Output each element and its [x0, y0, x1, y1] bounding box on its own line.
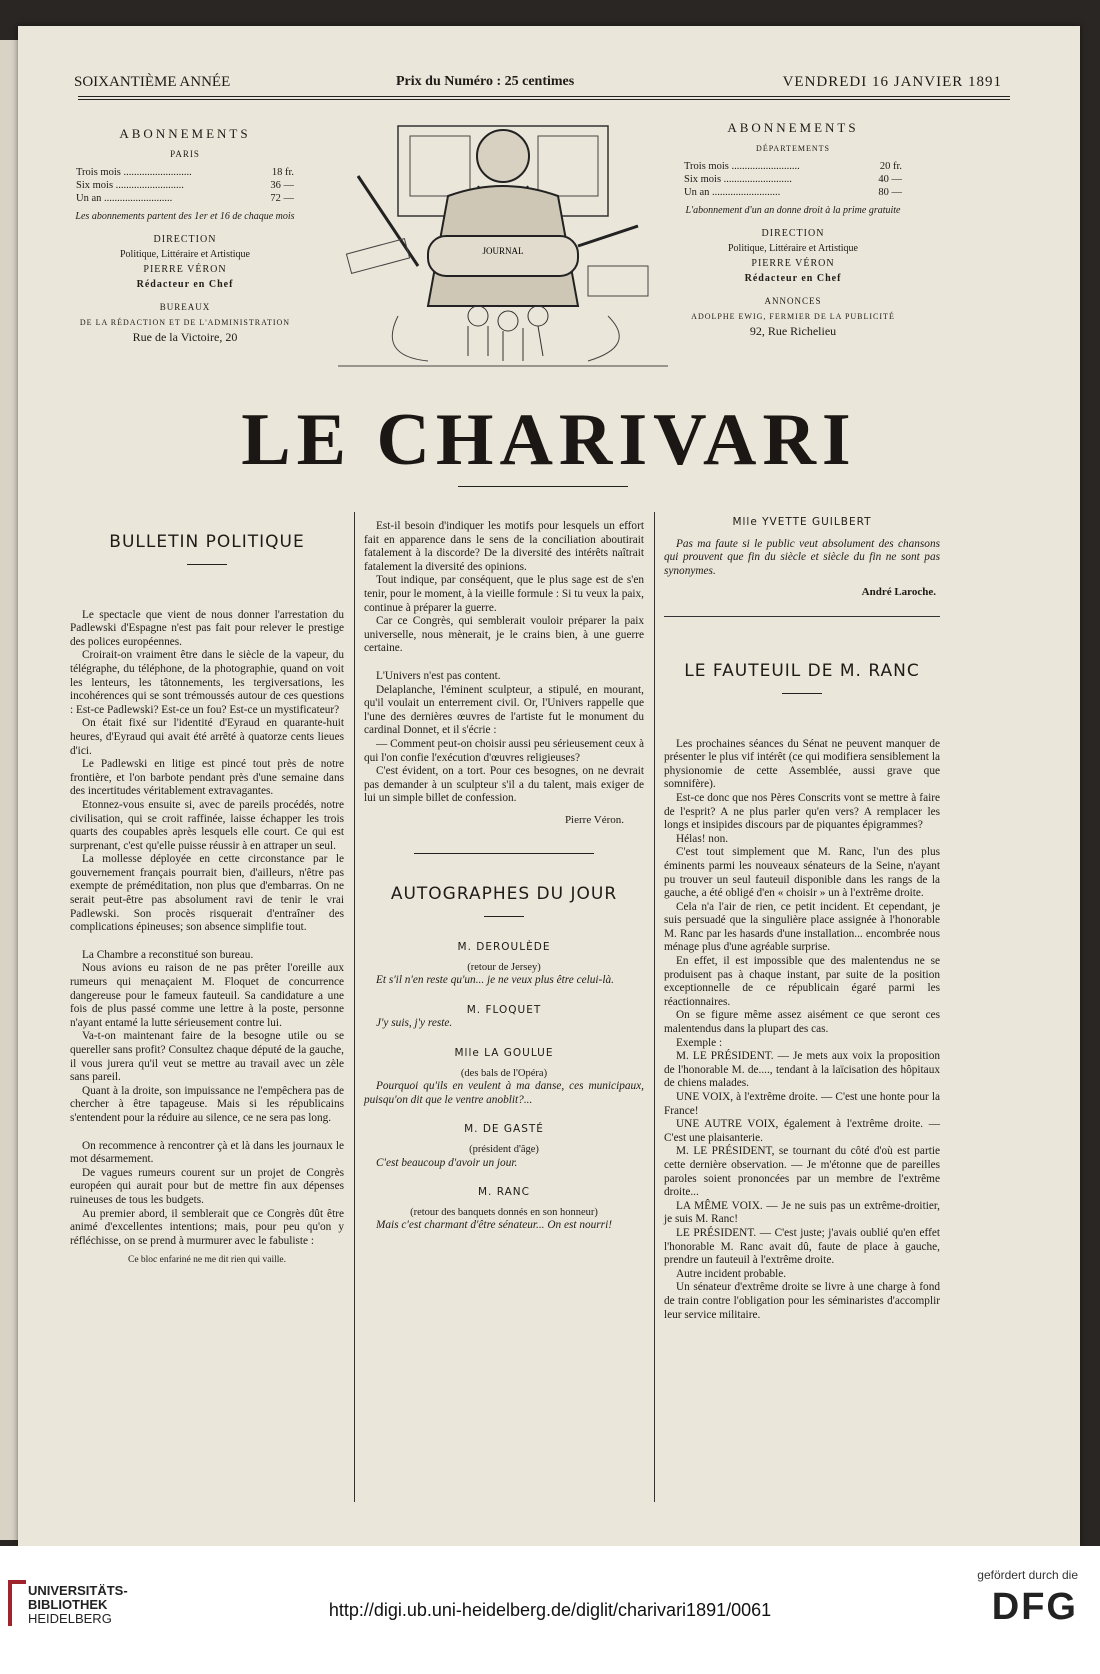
left-subscription-box	[70, 126, 300, 345]
dfg-logo: DFG	[991, 1586, 1078, 1628]
bulletin-p13: Au premier abord, il semblerait que ce Congrès dût être animé d'excellentes intentions; mais, pour peu qu'on y réfléchisse, on se prend à murmurer avec le fabuliste :	[70, 1207, 344, 1247]
header-rule	[78, 96, 1010, 97]
auto3-name: Mlle LA GOULUE	[454, 1047, 554, 1060]
column-right	[664, 516, 940, 1322]
right-dir-line: Politique, Littéraire et Artistique	[728, 243, 858, 254]
bulletin-p9: Va-t-on maintenant faire de la besogne utile ou se quereller sans profit? Consultez chaque député de la gauche, il vous jurera qu'il veut se mettre au travail avec un zèle sans pareil.	[70, 1030, 344, 1084]
price-term: Six mois ..........................	[76, 180, 184, 191]
price-value: 20 fr.	[879, 161, 902, 172]
bulletin-p1: Le spectacle que vient de nous donner l'arrestation du Padlewski d'Espagne n'est pas fait pour relever le prestige des polices européennes.	[70, 608, 344, 648]
fauteuil-p5: Cela n'a l'air de rien, ce petit incident. Et cependant, je suis persuadé que la singulière place assignée à l'honorable M. Ranc par les hasards d'une installation... encombrée nous ménage plus d'une agréable surprise.	[664, 900, 940, 954]
price-label: Prix du Numéro : 25 centimes	[396, 74, 575, 89]
bulletin-p10: Quant à la droite, son impuissance ne l'empêchera pas de chercher à être tapageuse. Mais si les républicains s'entendent pour la réduire au silence, ce ne sera pas long.	[70, 1084, 344, 1124]
bulletin-p6: La mollesse déployée en cette circonstance par le gouvernement français pourrait bien, d'ailleurs, n'être pas exempte de préméditation, non plus que d'embarras. On ne serait peut-être pas absolument ravi de tenir le vrai Padlewski. Son procès risquerait d'entraîner des complications épineuses; son absence simplifie tout.	[70, 853, 344, 934]
auto2-name: M. FLOQUET	[466, 1003, 542, 1016]
right-annonces: ANNONCES	[764, 296, 822, 306]
guilbert-name: Mlle YVETTE GUILBERT	[732, 516, 872, 528]
guilbert-signature: André Laroche.	[861, 586, 936, 599]
price-term: Un an ..........................	[684, 187, 781, 198]
bulletin-p11: On recommence à rencontrer çà et là dans les journaux le mot désarmement.	[70, 1139, 344, 1166]
masthead-title: LE CHARIVARI	[241, 399, 857, 481]
price-value: 36 —	[270, 180, 294, 191]
middle-p2: Tout indique, par conséquent, que le plus sage est de s'en tenir, pour le moment, à la vieille formule : Si tu veux la paix, continue à préparer la guerre.	[364, 574, 644, 614]
left-bureaux-line: DE LA RÉDACTION ET DE L'ADMINISTRATION	[79, 318, 291, 327]
library-line-3: HEIDELBERG	[28, 1611, 112, 1626]
auto3-quote: Pourquoi qu'ils en veulent à ma danse, ces municipaux, puisqu'on dit que le ventre anoblit?...	[364, 1080, 644, 1106]
right-box-note: L'abonnement d'un an donne droit à la prime gratuite	[685, 205, 901, 216]
bulletin-title: BULLETIN POLITIQUE	[109, 532, 305, 552]
fauteuil-p7: On se figure même assez aisément ce que seront ces malentendus dans la plupart des cas.	[664, 1009, 940, 1036]
right-address: 92, Rue Richelieu	[749, 324, 837, 338]
left-director: PIERRE VÉRON	[143, 264, 227, 275]
right-role: Rédacteur en Chef	[744, 273, 842, 284]
fauteuil-p4: C'est tout simplement que M. Ranc, l'un des plus éminents parmi les nouveaux sénateurs de la Seine, n'ayant pu trouver un seul fauteuil disponible dans les rangs de la gauche, a été obligé d'en « choisir » un à l'extrême droite.	[664, 846, 940, 900]
left-box-note: Les abonnements partent des 1er et 16 de chaque mois	[75, 211, 295, 222]
right-annonces-line: ADOLPHE EWIG, FERMIER DE LA PUBLICITÉ	[691, 312, 895, 321]
masthead-ornament	[458, 486, 628, 487]
vignette-illustration	[338, 116, 668, 376]
fauteuil-p2: Est-ce donc que nos Pères Conscrits vont se mettre à faire de l'esprit? A ne plus parler qu'en vers? A remplacer les longs et insipides discours par de piquantes épigrammes?	[664, 791, 940, 832]
auto1-quote: Et s'il n'en reste qu'un... je ne veux plus être celui-là.	[376, 974, 614, 987]
year-label: SOIXANTIÈME ANNÉE	[74, 74, 231, 90]
fauteuil-p9: M. LE PRÉSIDENT. — Je mets aux voix la proposition de l'honorable M. de...., tendant à la laïcisation des hôpitaux de chiens malades.	[664, 1050, 940, 1090]
column-rule-2	[654, 512, 655, 1502]
funded-by-label: gefördert durch die	[977, 1568, 1078, 1582]
left-price-table	[76, 166, 294, 205]
guilbert-quote: Pas ma faute si le public veut absolument des chansons qui prouvent que fin du siècle et siècle du fin ne sont pas synonymes.	[664, 537, 940, 577]
left-dir-line: Politique, Littéraire et Artistique	[120, 249, 250, 260]
newspaper-page	[18, 26, 1080, 1546]
middle-p7: C'est évident, on a tort. Pour ces besognes, on ne devrait pas demander à un sculpteur s'il a du talent, mais exiger de lui un simple billet de confession.	[364, 765, 644, 805]
price-row	[76, 166, 294, 179]
fauteuil-p6: En effet, il est impossible que des malentendus ne se produisent pas à chaque instant, par suite de la position exceptionnelle de ce républicain égaré parmi les réactionnaires.	[664, 955, 940, 1008]
right-box-title: ABONNEMENTS	[727, 120, 859, 135]
masthead-vignette	[338, 116, 668, 376]
fauteuil-p10: UNE VOIX, à l'extrême droite. — C'est une honte pour la France!	[664, 1091, 940, 1117]
price-row	[684, 186, 902, 199]
right-price-table	[684, 160, 902, 199]
auto4-sub: (président d'âge)	[469, 1144, 539, 1155]
bulletin-p8: Nous avions eu raison de ne pas prêter l'oreille aux rumeurs qui menaçaient M. Floquet de concurrence dangereuse pour le fameux fauteuil. Sa candidature a une fois de plus passé comme une lettre à la poste, personne n'ayant entamé la lutte sérieusement contre lui.	[70, 962, 344, 1029]
middle-p1: Est-il besoin d'indiquer les motifs pour lesquels un effort fait en apparence dans le sens de la conciliation aboutirait fatalement à la discorde? De la diversité des intérêts naîtrait fatalement la diversité des opinions.	[364, 520, 644, 573]
right-director: PIERRE VÉRON	[751, 258, 835, 269]
bulletin-p7: La Chambre a reconstitué son bureau.	[82, 948, 254, 961]
bulletin-p2: Croirait-on vraiment être dans le siècle de la vapeur, du télégraphe, du téléphone, de la photographie, quand on voit les lenteurs, les tâtonnements, les tergiversations, les incohérences qui se sont trémoussés autour de ces questions : Est-ce Padlewski? Est-ce un fou? Est-ce un mystificateur?	[70, 649, 344, 716]
auto3-sub: (des bals de l'Opéra)	[460, 1067, 548, 1079]
auto5-quote: Mais c'est charmant d'être sénateur... On est nourri!	[376, 1219, 612, 1232]
autographes-rule	[484, 916, 524, 917]
middle-p4: L'Univers n'est pas content.	[376, 669, 501, 682]
left-direction: DIRECTION	[153, 234, 217, 245]
middle-p5: Delaplanche, l'éminent sculpteur, a stipulé, en mourant, qu'il voulait un enterrement civil. Or, l'Univers rappelle que l'une des dernières œuvres de l'artiste fut le monument du cardinal Donnet, et il s'écrie :	[364, 683, 644, 737]
middle-ornament	[414, 853, 594, 854]
auto4-quote: C'est beaucoup d'avoir un jour.	[376, 1156, 518, 1169]
bulletin-p12: De vagues rumeurs courent sur un projet de Congrès européen qui aurait pour but de mettre fin aux dépenses ruineuses de tous les budgets.	[70, 1166, 344, 1206]
fauteuil-p12: M. LE PRÉSIDENT, se tournant du côté d'où est partie cette dernière observation. — Je m'étonne que de pareilles paroles soient prononcées par un membre de l'extrême droite...	[664, 1145, 940, 1199]
fauteuil-p16: Un sénateur d'extrême droite se livre à une charge à fond de train contre l'obligation pour les séminaristes d'accomplir leur service militaire.	[664, 1281, 940, 1321]
price-value: 18 fr.	[271, 167, 294, 178]
right-subscription-box	[678, 120, 908, 339]
auto4-name: M. DE GASTÉ	[464, 1123, 544, 1136]
middle-p6: — Comment peut-on choisir aussi peu sérieusement ceux à qui l'on confie l'exécution d'œuvres religieuses?	[364, 737, 644, 764]
price-term: Un an ..........................	[76, 193, 173, 204]
bulletin-verse: Ce bloc enfariné ne me dit rien qui vaille.	[127, 1255, 286, 1266]
auto5-sub: (retour des banquets donnés en son honneur)	[410, 1206, 598, 1218]
middle-signature: Pierre Véron.	[564, 813, 624, 826]
fauteuil-p1: Les prochaines séances du Sénat ne peuvent manquer de présenter le plus vif intérêt (ce qui modifiera sensiblement la physionomie de cette Assemblée, aussi grave que somnifère).	[664, 737, 940, 791]
left-address: Rue de la Victoire, 20	[132, 330, 238, 344]
fauteuil-p3: Hélas! non.	[676, 832, 729, 845]
price-row	[684, 160, 902, 173]
left-box-sub: PARIS	[170, 149, 200, 159]
auto5-name: M. RANC	[478, 1186, 530, 1199]
dfg-block[interactable]	[977, 1568, 1078, 1629]
fauteuil-rule	[782, 693, 822, 694]
left-role: Rédacteur en Chef	[136, 279, 234, 290]
date-label: VENDREDI 16 JANVIER 1891	[782, 74, 1002, 90]
price-term: Trois mois ..........................	[76, 167, 192, 178]
price-term: Six mois ..........................	[684, 174, 792, 185]
price-row	[76, 192, 294, 205]
auto2-quote: J'y suis, j'y reste.	[376, 1017, 453, 1030]
fauteuil-title: LE FAUTEUIL DE M. RANC	[684, 660, 920, 681]
library-line-1: UNIVERSITÄTS-	[28, 1583, 128, 1598]
column-middle	[364, 520, 644, 1233]
library-line-2: BIBLIOTHEK	[28, 1597, 108, 1612]
left-neighbour-page	[0, 40, 18, 1540]
fauteuil-p8: Exemple :	[676, 1036, 723, 1049]
fauteuil-p13: LA MÊME VOIX. — Je ne suis pas un extrême-droitier, je suis M. Ranc!	[664, 1199, 940, 1226]
price-value: 40 —	[878, 174, 902, 185]
header-rule-2	[78, 99, 1010, 100]
bulletin-p5: Etonnez-vous ensuite si, avec de pareils procédés, notre civilisation, qui se croit raffinée, laisse échapper les trois quarts des coupables après lesquels elle court. Ce qui est surprenant, c'est qu'elle puisse réussir à en attraper un seul.	[70, 798, 344, 852]
auto1-sub: (retour de Jersey)	[467, 961, 541, 973]
price-term: Trois mois ..........................	[684, 161, 800, 172]
right-box-sub: DÉPARTEMENTS	[756, 144, 830, 153]
right-rule	[664, 616, 940, 617]
middle-p3: Car ce Congrès, qui semblerait vouloir préparer la paix universelle, nous mènerait, je le crains bien, à une guerre certaine.	[364, 615, 644, 655]
price-value: 72 —	[270, 193, 294, 204]
header-row	[18, 46, 1080, 90]
fauteuil-p11: UNE AUTRE VOIX, également à l'extrême droite. — C'est une plaisanterie.	[664, 1118, 940, 1144]
column-rule-1	[354, 512, 355, 1502]
bulletin-rule	[187, 564, 227, 565]
bulletin-p4: Le Padlewski en litige est pincé tout près de notre frontière, et l'on barbote pendant près d'une semaine dans des incertitudes véritablement extravagantes.	[70, 758, 344, 798]
permalink-url[interactable]: http://digi.ub.uni-heidelberg.de/diglit/charivari1891/0061	[328, 1600, 772, 1620]
auto1-name: M. DEROULÈDE	[457, 941, 551, 954]
right-direction: DIRECTION	[761, 228, 825, 239]
column-bulletin	[70, 532, 344, 1268]
viewer-footer	[0, 1546, 1100, 1674]
price-row	[76, 179, 294, 192]
fauteuil-p14: LE PRÉSIDENT. — C'est juste; j'avais oublié qu'en effet l'honorable M. Ranc avait dû, faute de place à gauche, prendre un fauteuil à l'extrême droite.	[664, 1226, 940, 1267]
bulletin-p3: On était fixé sur l'identité d'Eyraud en quarante-huit heures, d'Eyraud qui avait été arrêté à quatorze cents lieues d'ici.	[70, 717, 344, 757]
price-value: 80 —	[878, 187, 902, 198]
left-box-title: ABONNEMENTS	[119, 126, 251, 141]
fauteuil-p15: Autre incident probable.	[676, 1267, 787, 1280]
vignette-label: JOURNAL	[482, 246, 524, 256]
left-bureaux: BUREAUX	[159, 302, 211, 312]
autographes-title: AUTOGRAPHES DU JOUR	[390, 884, 618, 905]
price-row	[684, 173, 902, 186]
